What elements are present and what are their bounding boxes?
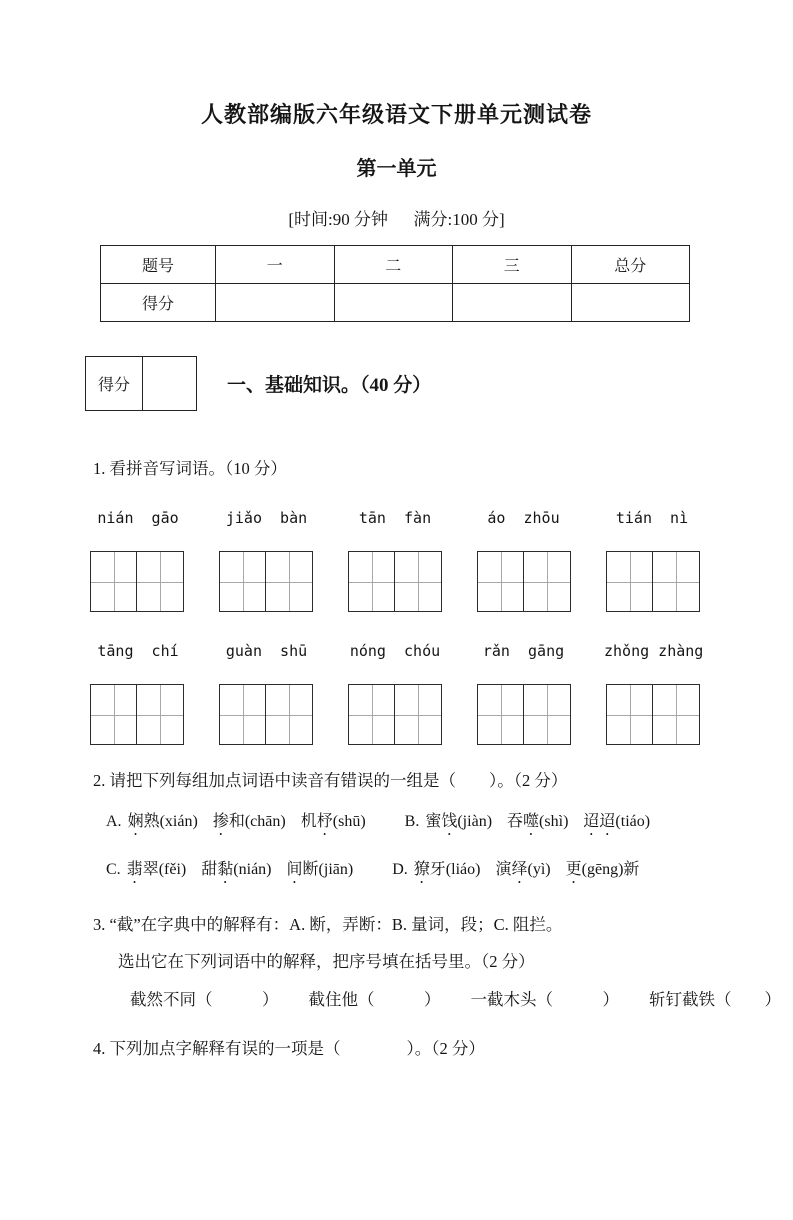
writing-grid-cell bbox=[219, 684, 266, 745]
pinyin-group: tān fàn bbox=[358, 509, 432, 527]
writing-grid-cell bbox=[477, 684, 524, 745]
writing-grid bbox=[348, 551, 442, 612]
option-group bbox=[106, 813, 381, 830]
option-word: 獠牙(liáo) bbox=[413, 861, 481, 878]
question-2-options-row-2 bbox=[106, 856, 793, 887]
score-summary-table bbox=[100, 245, 690, 322]
option-word: 蜜饯(jiàn) bbox=[425, 813, 493, 830]
score-table-value-cell bbox=[216, 284, 335, 322]
option-word: 娴熟(xián) bbox=[127, 813, 198, 830]
writing-grid-cell bbox=[266, 684, 313, 745]
writing-grid bbox=[606, 684, 700, 745]
writing-grid-row-1 bbox=[90, 551, 700, 612]
score-table-header-cell: 三 bbox=[453, 246, 572, 284]
writing-grid-cell bbox=[606, 684, 653, 745]
option-word: 翡翠(fěi) bbox=[126, 861, 187, 878]
option-word: 掺和(chān) bbox=[212, 813, 286, 830]
question-1-prompt: 1. 看拼音写词语。（10 分） bbox=[93, 459, 287, 478]
option-word: 迢迢(tiáo) bbox=[583, 813, 651, 830]
score-table-header-cell: 题号 bbox=[101, 246, 216, 284]
writing-grid-row-2 bbox=[90, 684, 700, 745]
page-title: 人教部编版六年级语文下册单元测试卷 bbox=[200, 102, 592, 127]
option-group bbox=[405, 813, 665, 830]
writing-grid-cell bbox=[137, 684, 184, 745]
answer-blank: 斩钉截铁（ ） bbox=[649, 990, 781, 1009]
answer-blank: 截然不同（ ） bbox=[130, 990, 279, 1009]
writing-grid-cell bbox=[524, 551, 571, 612]
writing-grid-cell bbox=[524, 684, 571, 745]
writing-grid-cell bbox=[90, 684, 137, 745]
option-group bbox=[392, 861, 654, 878]
option-label: B. bbox=[404, 813, 424, 830]
option-word: 吞噬(shì) bbox=[507, 813, 569, 830]
option-word: 更(gēng)新 bbox=[565, 861, 640, 878]
writing-grid-cell bbox=[219, 551, 266, 612]
option-label: D. bbox=[392, 861, 412, 878]
writing-grid-cell bbox=[266, 551, 313, 612]
pinyin-group: tián nì bbox=[615, 509, 689, 527]
score-table-row-label: 得分 bbox=[101, 284, 216, 322]
writing-grid bbox=[219, 684, 313, 745]
answer-blank: 一截木头（ ） bbox=[470, 990, 619, 1009]
pinyin-group: rǎn gāng bbox=[482, 642, 565, 660]
writing-grid-cell bbox=[395, 551, 442, 612]
score-table-value-row bbox=[101, 284, 690, 322]
exam-meta: [时间:90 分钟 满分:100 分] bbox=[288, 210, 505, 229]
writing-grid bbox=[606, 551, 700, 612]
score-box bbox=[85, 356, 197, 411]
writing-grid-cell bbox=[348, 551, 395, 612]
unit-subtitle: 第一单元 bbox=[356, 158, 437, 180]
question-4-prompt: 4. 下列加点字解释有误的一项是（ ）。（2 分） bbox=[93, 1039, 485, 1058]
section-score-line bbox=[85, 356, 793, 411]
question-2-options-row-1 bbox=[106, 808, 793, 839]
writing-grid-cell bbox=[606, 551, 653, 612]
pinyin-group: jiǎo bàn bbox=[225, 509, 308, 527]
option-label: A. bbox=[106, 813, 126, 830]
question-3-prompt: 3. “截”在字典中的解释有：A. 断，弄断：B. 量词，段；C. 阻拦。 bbox=[93, 915, 563, 934]
score-table-header-row bbox=[101, 246, 690, 284]
option-group bbox=[106, 861, 368, 878]
pinyin-group: guàn shū bbox=[225, 642, 308, 660]
writing-grid bbox=[90, 684, 184, 745]
score-table-header-cell: 二 bbox=[334, 246, 453, 284]
question-3-instruction: 选出它在下列词语中的解释，把序号填在括号里。（2 分） bbox=[118, 952, 535, 971]
question-2-prompt: 2. 请把下列每组加点词语中读音有错误的一组是（ ）。（2 分） bbox=[93, 771, 568, 790]
pinyin-row-1 bbox=[90, 509, 700, 527]
score-table-header-cell: 总分 bbox=[571, 246, 690, 284]
question-3-answer-blanks bbox=[130, 986, 793, 1010]
writing-grid bbox=[348, 684, 442, 745]
pinyin-row-2 bbox=[90, 642, 704, 660]
writing-grid bbox=[219, 551, 313, 612]
pinyin-group: zhǒng zhàng bbox=[604, 642, 704, 660]
option-word: 间断(jiān) bbox=[286, 861, 354, 878]
writing-grid-cell bbox=[348, 684, 395, 745]
pinyin-group: nián gāo bbox=[97, 509, 179, 527]
option-word: 演绎(yì) bbox=[495, 861, 551, 878]
section-heading: 一、基础知识。（40 分） bbox=[227, 375, 432, 396]
score-table-value-cell bbox=[334, 284, 453, 322]
score-box-value bbox=[143, 356, 197, 411]
option-word: 甜黏(nián) bbox=[201, 861, 272, 878]
pinyin-group: tāng chí bbox=[97, 642, 179, 660]
pinyin-group: áo zhōu bbox=[487, 509, 560, 527]
score-box-label: 得分 bbox=[85, 356, 143, 411]
answer-blank: 截住他（ ） bbox=[308, 990, 441, 1009]
writing-grid-cell bbox=[137, 551, 184, 612]
writing-grid-cell bbox=[653, 551, 700, 612]
writing-grid-cell bbox=[653, 684, 700, 745]
writing-grid-cell bbox=[477, 551, 524, 612]
pinyin-group: nóng chóu bbox=[349, 642, 441, 660]
writing-grid bbox=[90, 551, 184, 612]
writing-grid-cell bbox=[90, 551, 137, 612]
score-table-value-cell bbox=[571, 284, 690, 322]
writing-grid bbox=[477, 684, 571, 745]
option-label: C. bbox=[106, 861, 125, 878]
writing-grid bbox=[477, 551, 571, 612]
score-table-value-cell bbox=[453, 284, 572, 322]
writing-grid-cell bbox=[395, 684, 442, 745]
score-table-header-cell: 一 bbox=[216, 246, 335, 284]
option-word: 机杼(shū) bbox=[300, 813, 366, 830]
